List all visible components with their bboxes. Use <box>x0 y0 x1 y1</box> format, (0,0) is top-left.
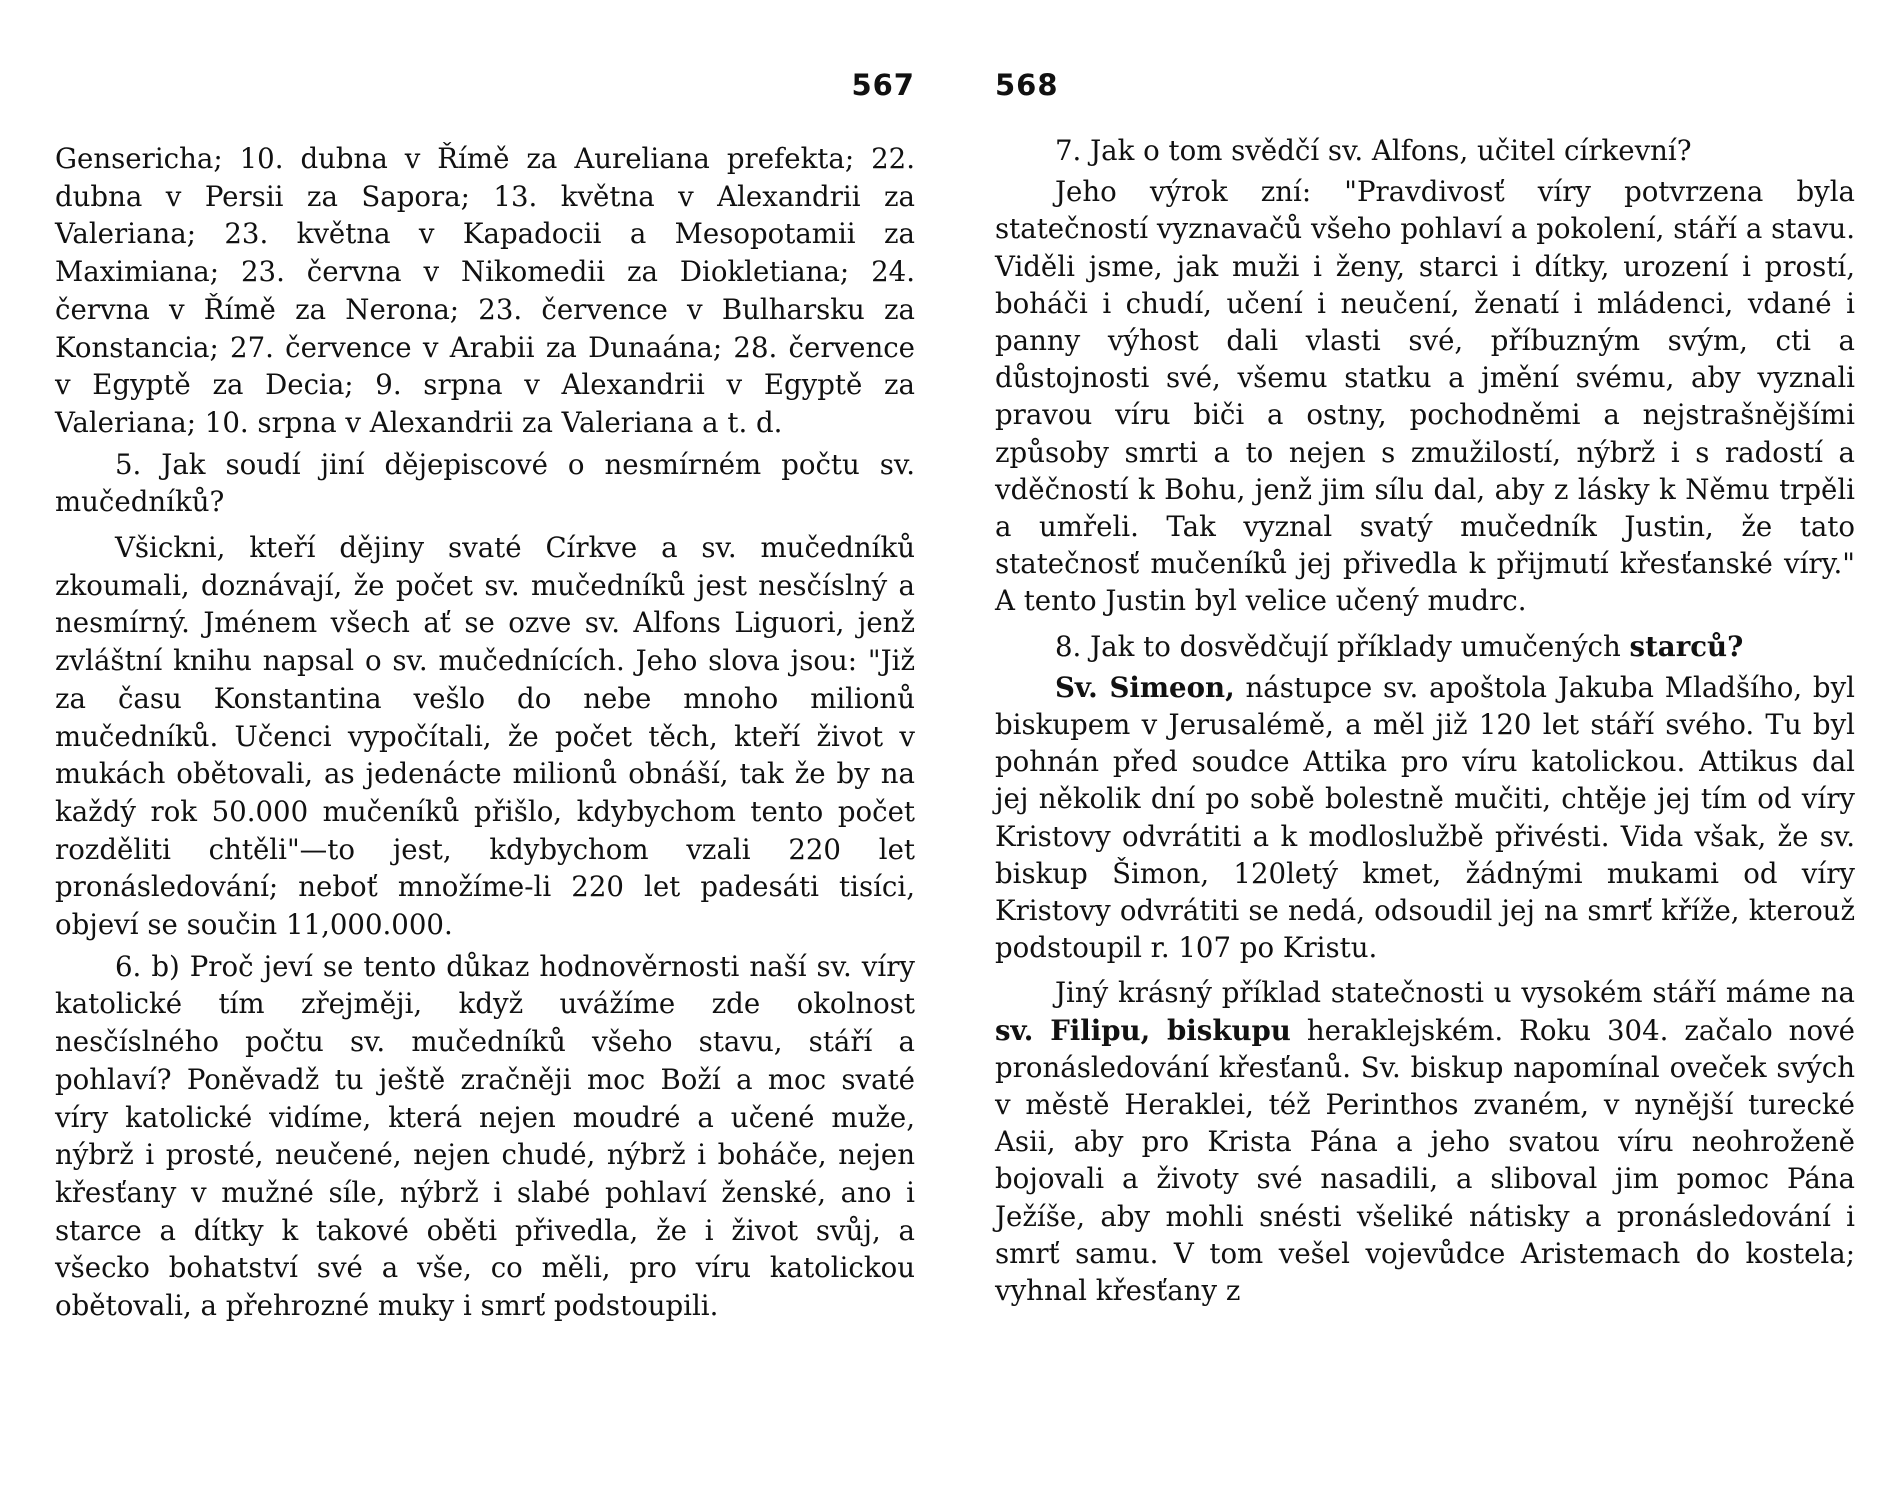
page-number: 567 <box>851 68 915 102</box>
left-page <box>55 0 915 1500</box>
page-text <box>995 132 1855 1313</box>
question-8 <box>995 628 1855 665</box>
filip-name: sv. Filipu, biskupu <box>995 1013 1291 1047</box>
question-8-bold: starců? <box>1629 629 1744 663</box>
right-page <box>995 0 1855 1500</box>
paragraph-martyr-dates: Genserichа; 10. dubna v Římě za Aureliana prefekta; 22. dubna v Persii za Sapora; 13. května v Alexandrii za Valeriana; 23. května v Kapadocii a Mesopotamii za Maximiana; 23. června v Nikomedii za Diokletiana; 24. června v Římě za Nerona; 23. července v Bulharsku za Konstancia; 27. července v Arabii za Dunaána; 28. července v Egyptě za Decia; 9. srpna v Alexandrii v Egyptě za Valeriana; 10. srpna v Alexandrii za Valeriana a t. d. <box>55 142 915 439</box>
page-number: 568 <box>995 68 1059 102</box>
question-6: 6. b) Proč jeví se tento důkaz hodnověrnosti naší sv. víry katolické tím zřejměji, když uvážíme zde okolnost nesčíslného počtu sv. mučedníků všeho stavu, stáří a pohlaví? Poněvadž tu ještě zračněji moc Boží a moc svaté víry katolické vidíme, která nejen moudré a učené muže, nýbrž i prosté, neučené, nejen chudé, nýbrž i boháče, nejen křesťany v mužné síle, nýbrž i slabé pohlaví ženské, ano i starce a dítky k takové oběti přivedla, že i život svůj, a všecko bohatství své a vše, co měli, pro víru katolickou obětovali, a přehrozné muky i smrť podstoupili. <box>55 949 915 1323</box>
filip-text-after: heraklejském. Roku 304. začalo nové pronásledování křesťanů. Sv. biskup napomínal oveček svých v městě Heraklei, též Perinthos zvaném, v nynější turecké Asii, aby pro Krista Pána a jeho svatou víru neohroženě bojovali a životy své nasadili, a sliboval jim pomoc Pána Ježíše, aby mohli snésti všeliké nátisky a pronásledování i smrť samu. V tom vešel vojevůdce Aristemach do kostela; vyhnal křesťany z <box>995 1013 1855 1308</box>
simeon-text: nástupce sv. apoštola Jakuba Mladšího, byl biskupem v Jerusalémě, a měl již 120 let stáří svého. Tu byl pohnán před soudce Attika pro víru katolickou. Attikus dal jej několik dní po sobě bolestně mučiti, chtěje jej tím od víry Kristovy odvrátiti a k modloslužbě přivésti. Vida však, že sv. biskup Šimon, 120letý kmet, žádnými mukami od víry Kristovy odvrátiti se nedá, odsoudil jej na smrť kříže, kterouž podstoupil r. 107 po Kristu. <box>995 670 1856 965</box>
question-5: 5. Jak soudí jiní dějepiscové o nesmírném počtu sv. mučedníků? <box>55 447 915 519</box>
paragraph-simeon <box>995 669 1855 967</box>
filip-text-before: Jiný krásný příklad statečnosti u vysokém stáří máme na <box>1055 976 1855 1010</box>
question-7: 7. Jak o tom svědčí sv. Alfons, učitel církevní? <box>1055 134 1692 167</box>
paragraph-alfons-liguori: Všickni, kteří dějiny svaté Církve a sv. mučedníků zkoumali, doznávají, že počet sv. mučedníků jest nesčíslný a nesmírný. Jménem všech ať se ozve sv. Alfons Liguori, jenž zvláštní knihu napsal o sv. mučednících. Jeho slova jsou: "Již za času Konstantina vešlo do nebe mnoho milionů mučedníků. Učenci vypočítali, že počet těch, kteří život v mukách obětovali, as jedenácte milionů obnáší, tak že by na každý rok 50.000 mučeníků přišlo, kdybychom tento počet rozděliti chtěli"—to jest, kdybychom vzali 220 let pronásledování; neboť množíme-li 220 let padesáti tisíci, objeví se součin 11,000.000. <box>55 531 915 942</box>
simeon-name: Sv. Simeon, <box>1055 670 1235 704</box>
question-8-text: 8. Jak to dosvědčují příklady umučených <box>1055 629 1630 663</box>
paragraph-alfons-quote: Jeho výrok zní: "Pravdivosť víry potvrzena byla statečností vyznavačů všeho pohlaví a pokolení, stáří a stavu. Viděli jsme, jak muži i ženy, starci i dítky, urození i prostí, boháči i chudí, učení i neučení, ženatí i mládenci, vdané i panny výhost dali vlasti své, příbuzným svým, cti a důstojnosti své, všemu statku a jmění svému, aby vyznali pravou víru biči a ostny, pochodněmi a nejstrašnějšími způsoby smrti a to nejen s zmužilostí, nýbrž i s radostí a vděčností k Bohu, jenž jim sílu dal, aby z lásky k Němu trpěli a umřeli. Tak vyznal svatý mučedník Justin, že tato statečnosť mučeníků jej přivedla k přijmutí křesťanské víry." A tento Justin byl velice učený mudrc. <box>995 175 1855 618</box>
page-text <box>55 140 915 1329</box>
paragraph-filip <box>995 974 1855 1309</box>
